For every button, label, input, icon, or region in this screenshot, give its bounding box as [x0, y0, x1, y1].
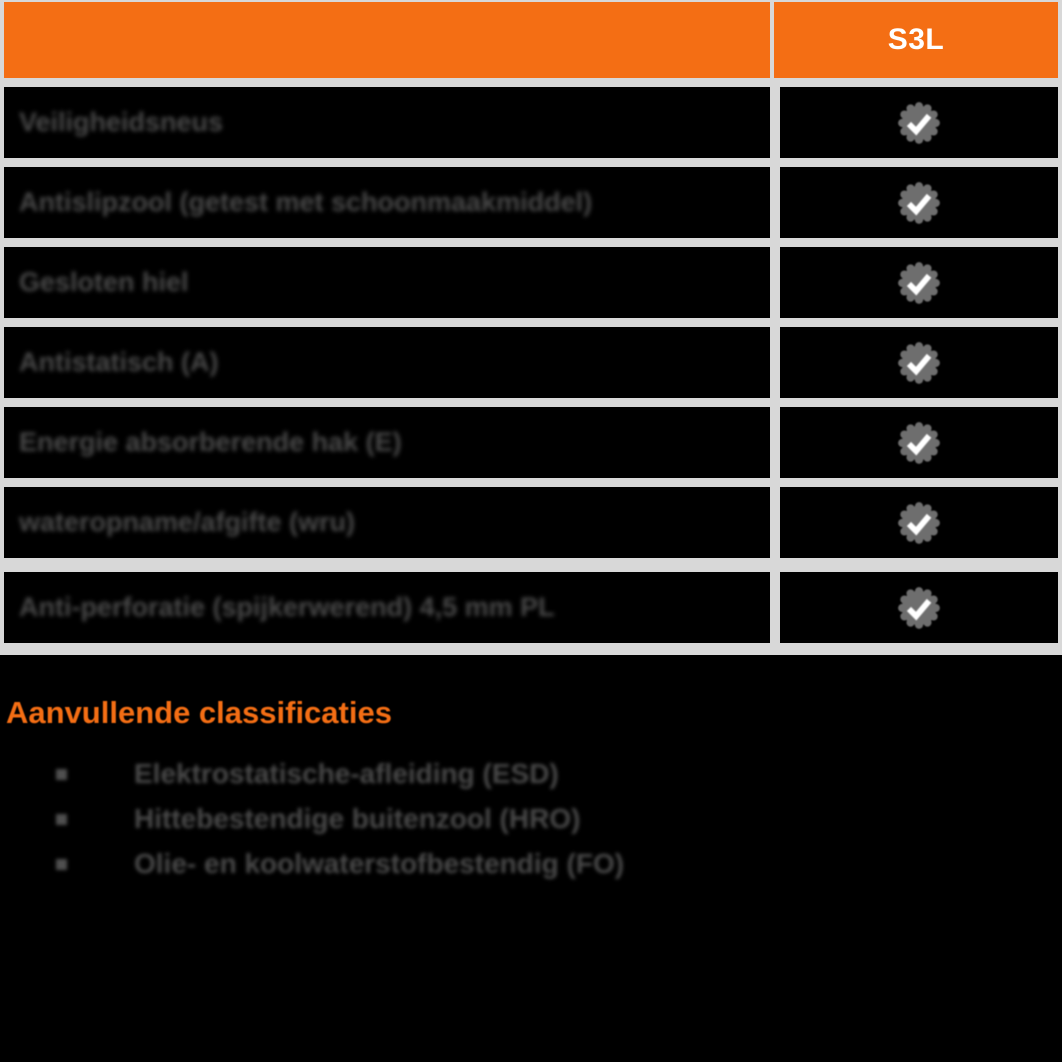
check-badge-icon [896, 100, 942, 146]
bullet-square-icon [56, 814, 67, 825]
classification-list [6, 758, 1062, 880]
feature-label: Antislipzool (getest met schoonmaakmiddel) [19, 187, 593, 217]
feature-label: Energie absorberende hak (E) [19, 427, 402, 457]
check-badge-icon [896, 500, 942, 546]
table-row [4, 247, 1058, 318]
check-badge-icon [896, 260, 942, 306]
feature-label: Veiligheidsneus [19, 107, 224, 137]
feature-label: Gesloten hiel [19, 267, 189, 297]
table-header-row [4, 2, 1058, 78]
check-cell [780, 487, 1058, 558]
additional-classifications-section [0, 655, 1062, 880]
feature-cell [4, 327, 770, 398]
header-feature-cell [4, 2, 770, 78]
bullet-square-icon [56, 769, 67, 780]
feature-label: wateropname/afgifte (wru) [19, 507, 356, 537]
table-row [4, 87, 1058, 158]
header-model-cell [774, 2, 1058, 78]
classification-label: Elektrostatische-afleiding (ESD) [134, 758, 559, 789]
feature-label: Anti-perforatie (spijkerwerend) 4,5 mm PL [19, 592, 555, 622]
table-row [4, 487, 1058, 558]
check-cell [780, 327, 1058, 398]
check-badge-icon [896, 340, 942, 386]
check-badge-icon [896, 585, 942, 631]
check-cell [780, 247, 1058, 318]
check-badge-icon [896, 180, 942, 226]
check-cell [780, 167, 1058, 238]
bullet-square-icon [56, 859, 67, 870]
check-badge-icon [896, 420, 942, 466]
feature-cell [4, 407, 770, 478]
check-cell [780, 572, 1058, 643]
table-row [4, 572, 1058, 643]
feature-cell [4, 87, 770, 158]
table-row [4, 167, 1058, 238]
feature-cell [4, 167, 770, 238]
table-row [4, 407, 1058, 478]
list-item [6, 803, 1062, 835]
list-item [6, 758, 1062, 790]
feature-cell [4, 247, 770, 318]
feature-label: Antistatisch (A) [19, 347, 219, 377]
section-title: Aanvullende classificaties [6, 695, 392, 730]
classification-label: Hittebestendige buitenzool (HRO) [134, 803, 581, 834]
check-cell [780, 407, 1058, 478]
header-model-label: S3L [887, 23, 945, 56]
table-row [4, 327, 1058, 398]
check-cell [780, 87, 1058, 158]
feature-cell [4, 572, 770, 643]
feature-cell [4, 487, 770, 558]
list-item [6, 848, 1062, 880]
classification-label: Olie- en koolwaterstofbestendig (FO) [134, 848, 625, 879]
